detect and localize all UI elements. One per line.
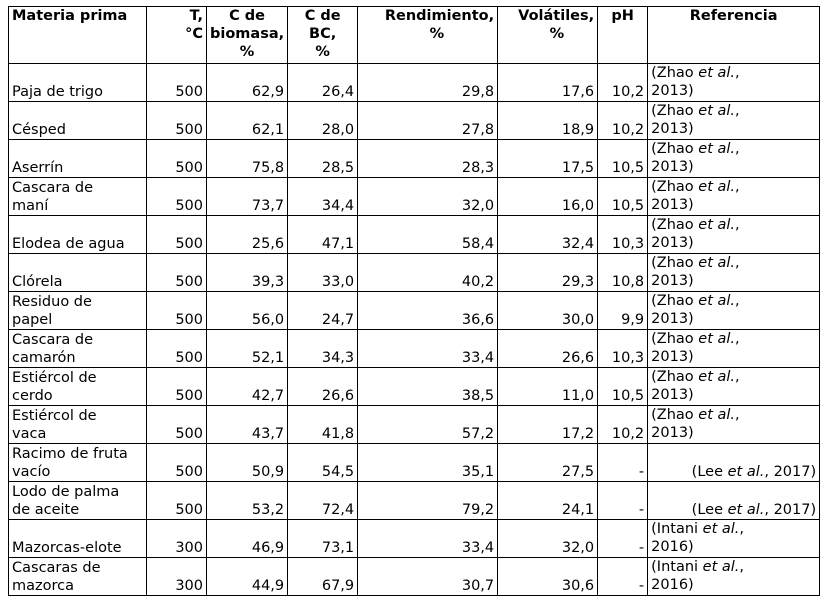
- cell-materia-prima: Paja de trigo: [9, 64, 147, 102]
- cell-volatiles: 17,2: [498, 406, 598, 444]
- cell-carbon-biomass: 53,2: [207, 482, 288, 520]
- table-row: [9, 558, 820, 596]
- cell-materia-prima: Mazorcas-elote: [9, 520, 147, 558]
- cell-ph: 10,5: [598, 140, 648, 178]
- cell-temperature: 500: [147, 216, 207, 254]
- cell-ph: -: [598, 558, 648, 596]
- cell-carbon-bc: 33,0: [288, 254, 358, 292]
- cell-temperature: 500: [147, 102, 207, 140]
- table-row: [9, 140, 820, 178]
- cell-ph: -: [598, 444, 648, 482]
- cell-volatiles: 11,0: [498, 368, 598, 406]
- cell-volatiles: 26,6: [498, 330, 598, 368]
- cell-ph: 10,2: [598, 102, 648, 140]
- cell-carbon-biomass: 75,8: [207, 140, 288, 178]
- table-row: [9, 64, 820, 102]
- header-rendimiento: Rendimiento, %: [358, 7, 498, 64]
- table-row: [9, 178, 820, 216]
- cell-carbon-bc: 24,7: [288, 292, 358, 330]
- cell-rendimiento: 36,6: [358, 292, 498, 330]
- cell-carbon-bc: 26,4: [288, 64, 358, 102]
- header-carbon-biomass: C de biomasa, %: [207, 7, 288, 64]
- cell-carbon-bc: 26,6: [288, 368, 358, 406]
- cell-rendimiento: 38,5: [358, 368, 498, 406]
- cell-volatiles: 17,5: [498, 140, 598, 178]
- cell-materia-prima: Lodo de palma de aceite: [9, 482, 147, 520]
- cell-temperature: 500: [147, 330, 207, 368]
- table-container: [8, 6, 820, 596]
- cell-referencia: (Zhao et al., 2013): [648, 216, 820, 254]
- cell-referencia: (Zhao et al., 2013): [648, 102, 820, 140]
- cell-ph: 9,9: [598, 292, 648, 330]
- header-temperature: T, °C: [147, 7, 207, 64]
- cell-volatiles: 30,6: [498, 558, 598, 596]
- cell-ph: 10,2: [598, 406, 648, 444]
- header-volatiles: Volátiles, %: [498, 7, 598, 64]
- cell-volatiles: 17,6: [498, 64, 598, 102]
- header-row: [9, 7, 820, 64]
- cell-carbon-biomass: 39,3: [207, 254, 288, 292]
- cell-materia-prima: Cascaras de mazorca: [9, 558, 147, 596]
- cell-rendimiento: 58,4: [358, 216, 498, 254]
- cell-ph: -: [598, 482, 648, 520]
- table-body: [9, 64, 820, 596]
- cell-referencia: (Zhao et al., 2013): [648, 178, 820, 216]
- cell-referencia: (Zhao et al., 2013): [648, 368, 820, 406]
- header-ph: pH: [598, 7, 648, 64]
- cell-volatiles: 29,3: [498, 254, 598, 292]
- table-row: [9, 102, 820, 140]
- cell-carbon-bc: 34,3: [288, 330, 358, 368]
- cell-referencia: (Zhao et al., 2013): [648, 254, 820, 292]
- cell-carbon-biomass: 25,6: [207, 216, 288, 254]
- cell-materia-prima: Cascara de camarón: [9, 330, 147, 368]
- table-row: [9, 482, 820, 520]
- cell-rendimiento: 40,2: [358, 254, 498, 292]
- cell-ph: 10,3: [598, 216, 648, 254]
- header-carbon-bc: C de BC, %: [288, 7, 358, 64]
- cell-carbon-biomass: 46,9: [207, 520, 288, 558]
- cell-carbon-biomass: 73,7: [207, 178, 288, 216]
- cell-carbon-bc: 41,8: [288, 406, 358, 444]
- table-row: [9, 444, 820, 482]
- table-row: [9, 292, 820, 330]
- cell-carbon-bc: 54,5: [288, 444, 358, 482]
- cell-referencia: (Intani et al., 2016): [648, 520, 820, 558]
- table-row: [9, 368, 820, 406]
- cell-temperature: 500: [147, 140, 207, 178]
- header-referencia: Referencia: [648, 7, 820, 64]
- cell-carbon-biomass: 43,7: [207, 406, 288, 444]
- cell-carbon-bc: 34,4: [288, 178, 358, 216]
- cell-referencia: (Intani et al., 2016): [648, 558, 820, 596]
- cell-volatiles: 18,9: [498, 102, 598, 140]
- cell-rendimiento: 28,3: [358, 140, 498, 178]
- cell-materia-prima: Aserrín: [9, 140, 147, 178]
- cell-temperature: 500: [147, 178, 207, 216]
- cell-ph: 10,8: [598, 254, 648, 292]
- cell-volatiles: 24,1: [498, 482, 598, 520]
- cell-carbon-biomass: 42,7: [207, 368, 288, 406]
- cell-rendimiento: 33,4: [358, 330, 498, 368]
- cell-temperature: 500: [147, 406, 207, 444]
- cell-temperature: 500: [147, 368, 207, 406]
- cell-rendimiento: 29,8: [358, 64, 498, 102]
- cell-volatiles: 30,0: [498, 292, 598, 330]
- cell-referencia: (Lee et al., 2017): [648, 482, 820, 520]
- cell-temperature: 500: [147, 254, 207, 292]
- cell-referencia: (Zhao et al., 2013): [648, 292, 820, 330]
- table-row: [9, 520, 820, 558]
- cell-carbon-bc: 28,5: [288, 140, 358, 178]
- cell-ph: 10,5: [598, 178, 648, 216]
- cell-carbon-biomass: 50,9: [207, 444, 288, 482]
- cell-carbon-biomass: 62,1: [207, 102, 288, 140]
- cell-carbon-biomass: 44,9: [207, 558, 288, 596]
- cell-volatiles: 32,4: [498, 216, 598, 254]
- table-row: [9, 254, 820, 292]
- cell-referencia: (Zhao et al., 2013): [648, 330, 820, 368]
- table-row: [9, 330, 820, 368]
- cell-materia-prima: Elodea de agua: [9, 216, 147, 254]
- cell-ph: 10,2: [598, 64, 648, 102]
- cell-materia-prima: Césped: [9, 102, 147, 140]
- cell-rendimiento: 27,8: [358, 102, 498, 140]
- cell-ph: 10,5: [598, 368, 648, 406]
- cell-carbon-bc: 72,4: [288, 482, 358, 520]
- cell-rendimiento: 79,2: [358, 482, 498, 520]
- cell-temperature: 300: [147, 558, 207, 596]
- cell-rendimiento: 57,2: [358, 406, 498, 444]
- cell-referencia: (Zhao et al., 2013): [648, 64, 820, 102]
- header-materia-prima: Materia prima: [9, 7, 147, 64]
- cell-carbon-bc: 28,0: [288, 102, 358, 140]
- cell-rendimiento: 35,1: [358, 444, 498, 482]
- cell-volatiles: 27,5: [498, 444, 598, 482]
- cell-volatiles: 16,0: [498, 178, 598, 216]
- cell-carbon-biomass: 56,0: [207, 292, 288, 330]
- biochar-table: [8, 6, 820, 596]
- cell-materia-prima: Clórela: [9, 254, 147, 292]
- cell-temperature: 500: [147, 64, 207, 102]
- cell-temperature: 500: [147, 482, 207, 520]
- cell-temperature: 300: [147, 520, 207, 558]
- cell-carbon-biomass: 62,9: [207, 64, 288, 102]
- cell-materia-prima: Cascara de maní: [9, 178, 147, 216]
- cell-rendimiento: 33,4: [358, 520, 498, 558]
- cell-materia-prima: Residuo de papel: [9, 292, 147, 330]
- cell-carbon-bc: 47,1: [288, 216, 358, 254]
- cell-temperature: 500: [147, 292, 207, 330]
- cell-referencia: (Zhao et al., 2013): [648, 406, 820, 444]
- cell-materia-prima: Estiércol de cerdo: [9, 368, 147, 406]
- table-row: [9, 216, 820, 254]
- cell-referencia: (Zhao et al., 2013): [648, 140, 820, 178]
- cell-carbon-bc: 67,9: [288, 558, 358, 596]
- cell-carbon-bc: 73,1: [288, 520, 358, 558]
- cell-rendimiento: 32,0: [358, 178, 498, 216]
- cell-ph: 10,3: [598, 330, 648, 368]
- cell-materia-prima: Estiércol de vaca: [9, 406, 147, 444]
- cell-temperature: 500: [147, 444, 207, 482]
- cell-carbon-biomass: 52,1: [207, 330, 288, 368]
- cell-materia-prima: Racimo de fruta vacío: [9, 444, 147, 482]
- cell-referencia: (Lee et al., 2017): [648, 444, 820, 482]
- cell-rendimiento: 30,7: [358, 558, 498, 596]
- cell-volatiles: 32,0: [498, 520, 598, 558]
- cell-ph: -: [598, 520, 648, 558]
- table-row: [9, 406, 820, 444]
